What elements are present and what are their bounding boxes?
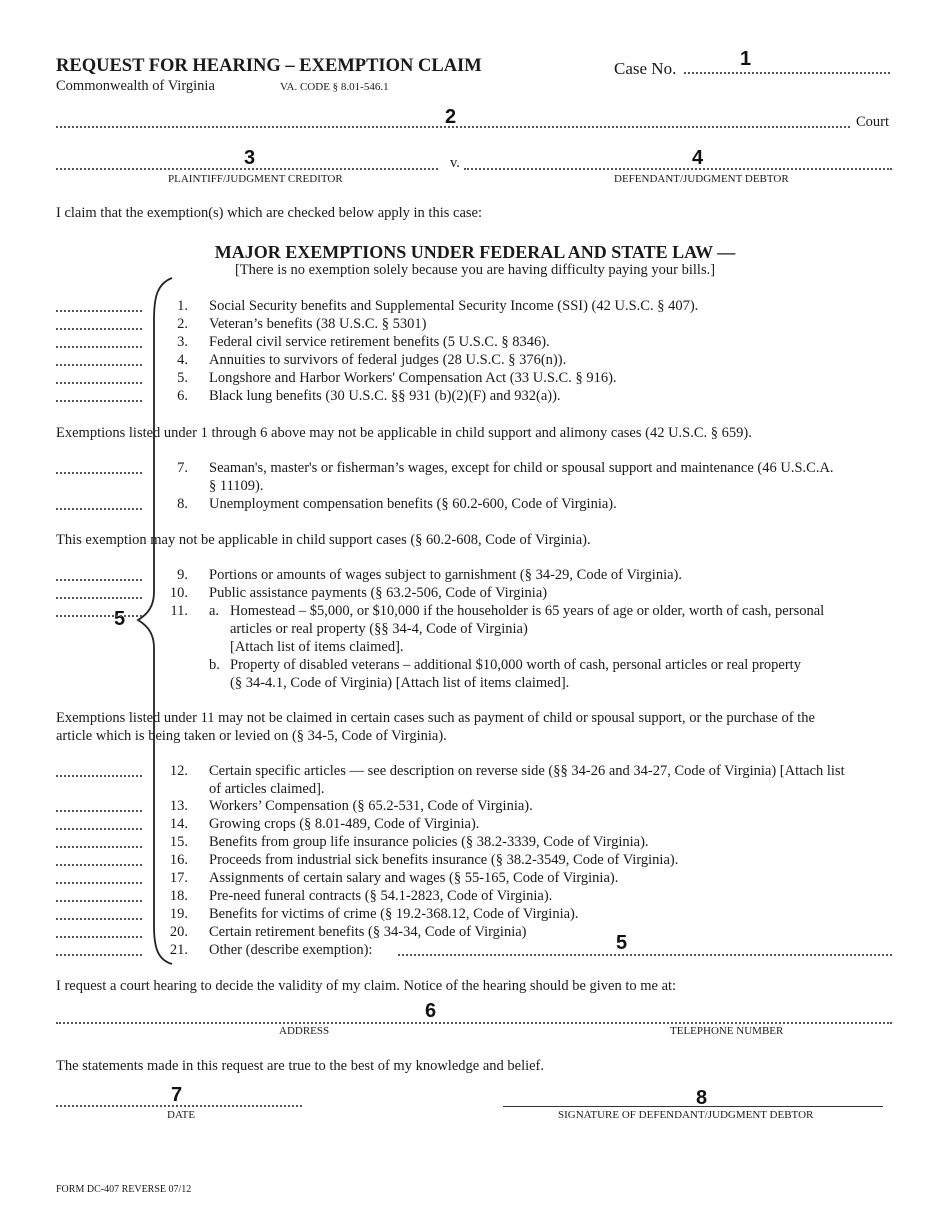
exemption-checkbox-6[interactable]	[56, 388, 142, 402]
exemption-number: 20.	[169, 924, 188, 940]
exemption-checkbox-5[interactable]	[56, 370, 142, 384]
exemption-text: Other (describe exemption):	[209, 942, 373, 958]
exemption-text: Veteran’s benefits (38 U.S.C. § 5301)	[209, 316, 427, 332]
exemption-row-18	[56, 888, 896, 906]
exemption-number: 14.	[169, 816, 188, 832]
request-text: I request a court hearing to decide the validity of my claim. Notice of the hearing should be given to me at:	[56, 978, 677, 994]
exemption-number: 11.	[170, 603, 188, 619]
exemption-text: Public assistance payments (§ 63.2-506, Code of Virginia)	[209, 585, 548, 601]
exemption-row-12	[56, 763, 896, 797]
address-label: ADDRESS	[279, 1025, 330, 1037]
exemption-checkbox-4[interactable]	[56, 352, 142, 366]
exemption-row-3	[56, 334, 896, 352]
code-reference: VA. CODE § 8.01-546.1	[280, 81, 389, 93]
exemption-number: 12.	[169, 763, 188, 779]
section-subtitle: [There is no exemption solely because you are having difficulty paying your bills.]	[234, 262, 716, 278]
court-label: Court	[856, 114, 890, 130]
field-marker-8: 8	[696, 1087, 708, 1109]
exemption-text: Pre-need funeral contracts (§ 54.1-2823, Code of Virginia).	[209, 888, 553, 904]
exemption-row-13	[56, 798, 896, 816]
exemption-checkbox-11[interactable]	[56, 603, 142, 617]
exemption-text: Portions or amounts of wages subject to garnishment (§ 34-29, Code of Virginia).	[209, 567, 682, 583]
exemption-text: Annuities to survivors of federal judges (28 U.S.C. § 376(n)).	[209, 352, 567, 368]
exemption-text: Assignments of certain salary and wages (§ 55-165, Code of Virginia).	[209, 870, 619, 886]
exemption-checkbox-12[interactable]	[56, 763, 142, 777]
exemption-number: 6.	[177, 388, 188, 404]
exemption-text-continued: articles or real property (§§ 34-4, Code of Virginia)	[230, 621, 528, 637]
exemption-checkbox-7[interactable]	[56, 460, 142, 474]
exemption-text: Black lung benefits (30 U.S.C. §§ 931 (b)(2)(F) and 932(a)).	[209, 388, 561, 404]
field-marker-6: 6	[425, 1000, 437, 1022]
exemption-sub-label-a: a.	[209, 603, 220, 619]
exemption-number: 16.	[169, 852, 188, 868]
exemption-text: Unemployment compensation benefits (§ 60.2-600, Code of Virginia).	[209, 496, 617, 512]
exemption-number: 7.	[177, 460, 188, 476]
exemption-text: Property of disabled veterans – additional $10,000 worth of cash, personal articles or real property	[230, 657, 801, 673]
note-line: article which is being taken or levied on (§ 34-5, Code of Virginia).	[56, 728, 447, 744]
exemption-text: Workers’ Compensation (§ 65.2-531, Code of Virginia).	[209, 798, 533, 814]
exemption-checkbox-2[interactable]	[56, 316, 142, 330]
case-no-label: Case No.	[614, 59, 677, 78]
field-marker-2: 2	[445, 106, 457, 128]
statement-text: The statements made in this request are true to the best of my knowledge and belief.	[56, 1058, 545, 1074]
signature-field[interactable]	[503, 1106, 883, 1107]
field-marker-5: 5	[114, 608, 126, 630]
exemption-text: Certain specific articles — see description on reverse side (§§ 34-26 and 34-27, Code of Virginia) [Attach list	[209, 763, 845, 779]
exemption-text: Proceeds from industrial sick benefits insurance (§ 38.2-3549, Code of Virginia).	[209, 852, 679, 868]
exemption-number: 1.	[177, 298, 188, 314]
exemption-checkbox-8[interactable]	[56, 496, 142, 510]
exemption-row-9	[56, 567, 896, 585]
exemption-text: Longshore and Harbor Workers' Compensation Act (33 U.S.C. § 916).	[209, 370, 617, 386]
signature-label: SIGNATURE OF DEFENDANT/JUDGMENT DEBTOR	[558, 1109, 814, 1121]
defendant-label: DEFENDANT/JUDGMENT DEBTOR	[614, 173, 789, 185]
exemption-row-4	[56, 352, 896, 370]
state-label: Commonwealth of Virginia	[56, 78, 215, 94]
exemption-row-19	[56, 906, 896, 924]
exemption-number: 3.	[177, 334, 188, 350]
exemption-row-8	[56, 496, 896, 514]
exemption-text: Certain retirement benefits (§ 34-34, Code of Virginia)	[209, 924, 527, 940]
section-title: MAJOR EXEMPTIONS UNDER FEDERAL AND STATE LAW —	[214, 242, 736, 262]
address-phone-field[interactable]	[56, 1008, 892, 1024]
versus-label: v.	[450, 155, 460, 171]
exemption-number: 18.	[169, 888, 188, 904]
exemption-text: Growing crops (§ 8.01-489, Code of Virginia).	[209, 816, 480, 832]
telephone-label: TELEPHONE NUMBER	[670, 1025, 784, 1037]
exemption-text-continued: § 11109).	[209, 478, 264, 494]
exemption-row-21	[56, 942, 896, 960]
exemption-number: 15.	[169, 834, 188, 850]
exemption-text: Seaman's, master's or fisherman’s wages, except for child or spousal support and maintenance (46 U.S.C.A.	[209, 460, 834, 476]
exemption-checkbox-17[interactable]	[56, 870, 142, 884]
exemption-row-1	[56, 298, 896, 316]
exemption-checkbox-9[interactable]	[56, 567, 142, 581]
plaintiff-label: PLAINTIFF/JUDGMENT CREDITOR	[168, 173, 343, 185]
field-marker-3: 3	[244, 147, 256, 169]
exemption-row-15	[56, 834, 896, 852]
exemption-attach-note: [Attach list of items claimed].	[230, 639, 404, 655]
exemption-number: 10.	[169, 585, 188, 601]
exemption-row-2	[56, 316, 896, 334]
note-line: Exemptions listed under 11 may not be claimed in certain cases such as payment of child or spousal support, or the purchase of the	[56, 710, 815, 726]
exemption-checkbox-16[interactable]	[56, 852, 142, 866]
exemption-row-16	[56, 852, 896, 870]
exemption-checkbox-14[interactable]	[56, 816, 142, 830]
exemption-checkbox-18[interactable]	[56, 888, 142, 902]
exemption-number: 13.	[169, 798, 188, 814]
exemption-number: 21.	[169, 942, 188, 958]
date-label: DATE	[167, 1109, 196, 1121]
exemption-number: 5.	[177, 370, 188, 386]
exemption-checkbox-21[interactable]	[56, 942, 142, 956]
exemption-checkbox-1[interactable]	[56, 298, 142, 312]
form-title: REQUEST FOR HEARING – EXEMPTION CLAIM	[56, 56, 482, 76]
exemption-text: Homestead – $5,000, or $10,000 if the householder is 65 years of age or older, worth of cash, personal	[230, 603, 825, 619]
exemption-number: 4.	[177, 352, 188, 368]
exemption-number: 17.	[169, 870, 188, 886]
exemption-number: 2.	[177, 316, 188, 332]
exemption-text: Benefits for victims of crime (§ 19.2-368.12, Code of Virginia).	[209, 906, 579, 922]
other-exemption-field[interactable]	[398, 940, 892, 956]
exemption-text-continued: (§ 34-4.1, Code of Virginia) [Attach list of items claimed].	[230, 675, 570, 691]
exemption-row-10	[56, 585, 896, 603]
exemption-text: Benefits from group life insurance policies (§ 38.2-3339, Code of Virginia).	[209, 834, 649, 850]
exemption-text-continued: of articles claimed].	[209, 781, 325, 797]
exemption-checkbox-13[interactable]	[56, 798, 142, 812]
defendant-field[interactable]	[464, 154, 892, 170]
note-child-support: This exemption may not be applicable in child support cases (§ 60.2-608, Code of Virginia).	[56, 532, 591, 548]
exemption-row-11	[56, 603, 896, 693]
note-child-support-alimony: Exemptions listed under 1 through 6 above may not be applicable in child support and alimony cases (42 U.S.C. § 659).	[56, 425, 752, 441]
field-marker-5-other: 5	[616, 932, 628, 954]
exemption-row-6	[56, 388, 896, 406]
exemption-row-14	[56, 816, 896, 834]
exemption-row-17	[56, 870, 896, 888]
field-marker-1: 1	[740, 48, 752, 70]
exemption-text: Social Security benefits and Supplemental Security Income (SSI) (42 U.S.C. § 407).	[209, 298, 699, 314]
exemption-checkbox-10[interactable]	[56, 585, 142, 599]
exemption-checkbox-15[interactable]	[56, 834, 142, 848]
exemption-number: 19.	[169, 906, 188, 922]
exemption-checkbox-3[interactable]	[56, 334, 142, 348]
exemption-text: Federal civil service retirement benefits (5 U.S.C. § 8346).	[209, 334, 550, 350]
case-no-field[interactable]	[684, 58, 890, 74]
field-marker-7: 7	[171, 1084, 183, 1106]
exemption-number: 8.	[177, 496, 188, 512]
exemption-row-7	[56, 460, 896, 494]
note-exemption-11	[56, 709, 896, 745]
exemption-row-5	[56, 370, 896, 388]
exemption-number: 9.	[177, 567, 188, 583]
form-footer: FORM DC-407 REVERSE 07/12	[56, 1184, 192, 1195]
exemption-sub-label-b: b.	[209, 657, 220, 673]
exemption-checkbox-19[interactable]	[56, 906, 142, 920]
intro-text: I claim that the exemption(s) which are checked below apply in this case:	[56, 205, 482, 221]
field-marker-4: 4	[692, 147, 704, 169]
exemption-checkbox-20[interactable]	[56, 924, 142, 938]
